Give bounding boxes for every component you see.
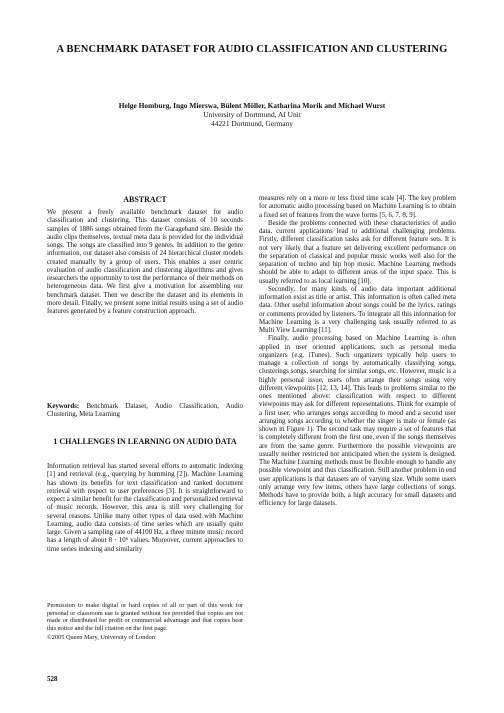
keywords-line bbox=[47, 403, 243, 420]
keywords-label: Keywords: bbox=[47, 403, 80, 410]
right-paragraph: Secondly, for many kinds of audio data important additional information exist as title or artist. This information is often called meta data. Other useful information about songs could be the lyrics, ratings or comments provided by listeners. To integrate all this information for Machine Learning is a very challenging task usually referred to as Multi View Learning [11]. bbox=[259, 285, 456, 334]
author-block bbox=[40, 101, 464, 128]
paper-title: A BENCHMARK DATASET FOR AUDIO CLASSIFICATION AND CLUSTERING bbox=[56, 44, 448, 55]
keywords-text: Benchmark Dataset, Audio Classification, Audio Clustering, Meta Learning bbox=[47, 403, 243, 419]
abstract-text: We present a freely available benchmark dataset for audio classification and clustering. This dataset consists of 10 seconds samples of 1886 songs obtained from the Garageband site. Beside the audio clips themselves, textual meta data is provided for the individual songs. The songs are classified into 9 genres. In addition to the genre information, our dataset also consists of 24 hierarchical cluster models created manually by a group of users. This enables a user centric evaluation of audio classification and clustering algorithms and gives researchers the opportunity to test the performance of their methods on heterogeneous data. We first give a motivation for assembling our benchmark dataset. Then we describe the dataset and its elements in more detail. Finally, we present some initial results using a set of audio features generated by a feature construction approach. bbox=[47, 209, 243, 315]
section-1-heading: 1 CHALLENGES IN LEARNING ON AUDIO DATA bbox=[53, 437, 237, 446]
abstract-heading: ABSTRACT bbox=[123, 195, 167, 204]
section-1-body bbox=[47, 463, 243, 554]
right-column bbox=[259, 195, 456, 509]
permission-notice: Permission to make digital or hard copies of all or part of this work for personal or classroom use is granted without fee provided that copies are not made or distributed for profit or commercial advantage and that copies bear this notice and the full citation on the first page. bbox=[47, 602, 243, 633]
abstract-body bbox=[47, 209, 243, 316]
right-paragraph: Finally, audio processing based on Machine Learning is often applied in user oriented applications, such as personal media organizers (e.g. iTunes). Such organizers typically help users to manage a collection of songs by automatically classifying songs, clusterings songs, searching for similar songs, etc. However, music is a highly personal issue, users often arrange their songs using very different viewpoints [12, 13, 14]. This leads to problems similar to the ones mentioned above: classification with respect to different viewpoints may ask for different representations. Think for example of a first user, who arranges songs according to mood and a second user arranging songs according to whether the singer is male or female (as shown in Figure 1). The second task may require a set of features that is completely different from the first one, even if the songs themselves are from the same genre. Furthermore the possible viewpoints are usually neither restricted nor anticipated when the system is designed. The Machine Learning methods must be flexible enough to handle any possible viewpoint and thus classification. Still another problem in end user applications is that datasets are of varying size. While some users only arrange very few items, others have large collections of songs. Methods have to provide both, a high accuracy for small datasets and efficiency for large datasets. bbox=[259, 335, 456, 508]
page-number: 528 bbox=[47, 675, 58, 683]
author-address: 44221 Dortmund, Germany bbox=[211, 119, 293, 128]
section-1-text: Information retrieval has started several efforts to automatic indexing [1] and retrieval (e.g., querying by humming [2]). Machine Learning has shown its benefits for text classification and ranked document retrieval with respect to user preferences [3]. It is straightforward to expect a similar benefit for the classification and personalized retrieval of music records. However, this area is still very challenging for several reasons. Unlike many other types of data used with Machine Learning, audio data consists of time series which are usually quite large. Given a sampling rate of 44100 Hz, a three minute music record has a length of about 8 · 10⁶ values. Moreover, current approaches to time series indexing and similarity bbox=[47, 463, 243, 553]
right-paragraph: Beside the problems connected with these characteristics of audio data, current applications lead to additional challenging problems. Firstly, different classification tasks ask for different feature sets. It is not very likely that a feature set delivering excellent performance on the separation of classical and popular music works well also for the separation of techno and hip hop music. Machine Learning methods should be able to adapt to different areas of the input space. This is usually referred to as local learning [10]. bbox=[259, 219, 456, 285]
copyright-notice: ©2005 Queen Mary, University of London bbox=[47, 634, 155, 641]
right-paragraph: measures rely on a more or less fixed time scale [4]. The key problem for automatic audio processing based on Machine Learning is to obtain a fixed set of features from the wave forms [5, 6, 7, 8, 9]. bbox=[259, 195, 456, 219]
author-affiliation: University of Dortmund, AI Unit bbox=[203, 110, 301, 119]
author-names: Helge Homburg, Ingo Mierswa, Bülent Möller, Katharina Morik and Michael Wurst bbox=[118, 101, 386, 110]
